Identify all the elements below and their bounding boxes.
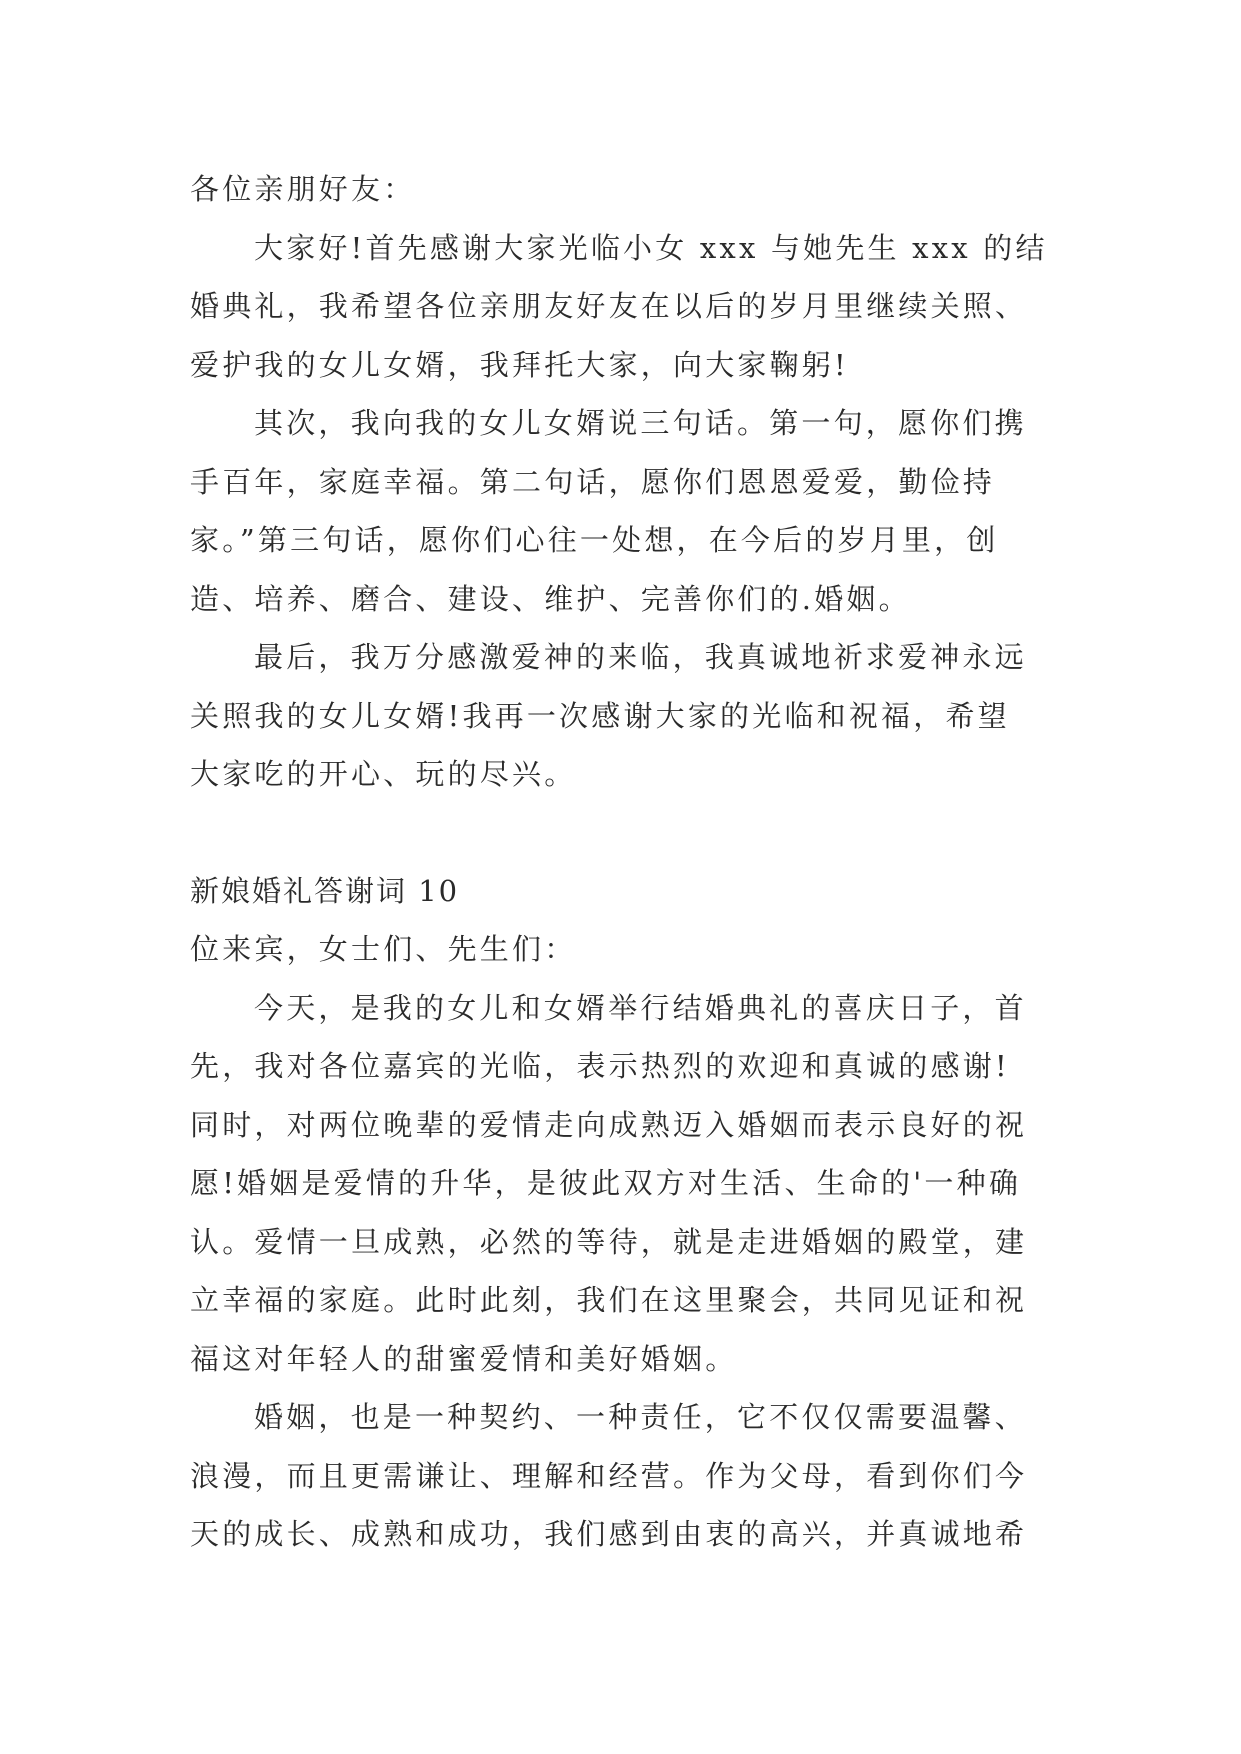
paragraph: [190, 219, 1052, 395]
section-spacer: [190, 804, 1052, 862]
text-line: 手百年，家庭幸福。第二句话，愿你们恩恩爱爱，勤俭持: [190, 464, 996, 499]
text-line: 最后，我万分感激爱神的来临，我真诚地祈求爱神永远: [254, 640, 1027, 674]
text-line: 愿!婚姻是爱情的升华，是彼此双方对生活、生命的'一种确: [190, 1166, 1022, 1200]
text-line: 认。爱情一旦成熟，必然的等待，就是走进婚姻的殿堂，建: [190, 1224, 1028, 1259]
document-body: [190, 160, 1052, 1564]
paragraph: [190, 628, 1052, 804]
text-line: 立幸福的家庭。此时此刻，我们在这里聚会，共同见证和祝: [190, 1283, 1028, 1317]
text-line: 先，我对各位嘉宾的光临，表示热烈的欢迎和真诚的感谢!: [190, 1049, 1010, 1083]
text-line: 大家吃的开心、玩的尽兴。: [190, 757, 577, 791]
text-line: 同时，对两位晚辈的爱情走向成熟迈入婚姻而表示良好的祝: [190, 1107, 1028, 1142]
salutation: 各位亲朋好友：: [190, 172, 416, 206]
salutation: 位来宾，女士们、先生们：: [190, 932, 577, 966]
text-line: 婚姻，也是一种契约、一种责任，它不仅仅需要温馨、: [254, 1400, 1027, 1434]
text-line: 婚典礼，我希望各位亲朋友好友在以后的岁月里继续关照、: [190, 289, 1028, 323]
text-line: 福这对年轻人的甜蜜爱情和美好婚姻。: [190, 1341, 738, 1376]
text-line: 造、培养、磨合、建设、维护、完善你们的.婚姻。: [190, 581, 911, 616]
text-line: 家。”第三句话，愿你们心往一处想，在今后的岁月里，创: [190, 523, 999, 557]
text-line: 爱护我的女儿女婿，我拜托大家，向大家鞠躬!: [190, 347, 849, 382]
text-line: 关照我的女儿女婿!我再一次感谢大家的光临和祝福，希望: [190, 698, 1010, 733]
text-line: 大家好!首先感谢大家光临小女 xxx 与她先生 xxx 的结: [254, 230, 1048, 265]
text-line: 今天，是我的女儿和女婿举行结婚典礼的喜庆日子，首: [254, 990, 1027, 1025]
paragraph: [190, 394, 1052, 628]
text-line: 其次，我向我的女儿女婿说三句话。第一句，愿你们携: [254, 406, 1027, 440]
paragraph: [190, 1388, 1052, 1564]
text-line: 浪漫，而且更需谦让、理解和经营。作为父母，看到你们今: [190, 1458, 1028, 1493]
text-line: 天的成长、成熟和成功，我们感到由衷的高兴，并真诚地希: [190, 1517, 1028, 1551]
section-title: 新娘婚礼答谢词 10: [190, 873, 460, 908]
paragraph: [190, 979, 1052, 1389]
